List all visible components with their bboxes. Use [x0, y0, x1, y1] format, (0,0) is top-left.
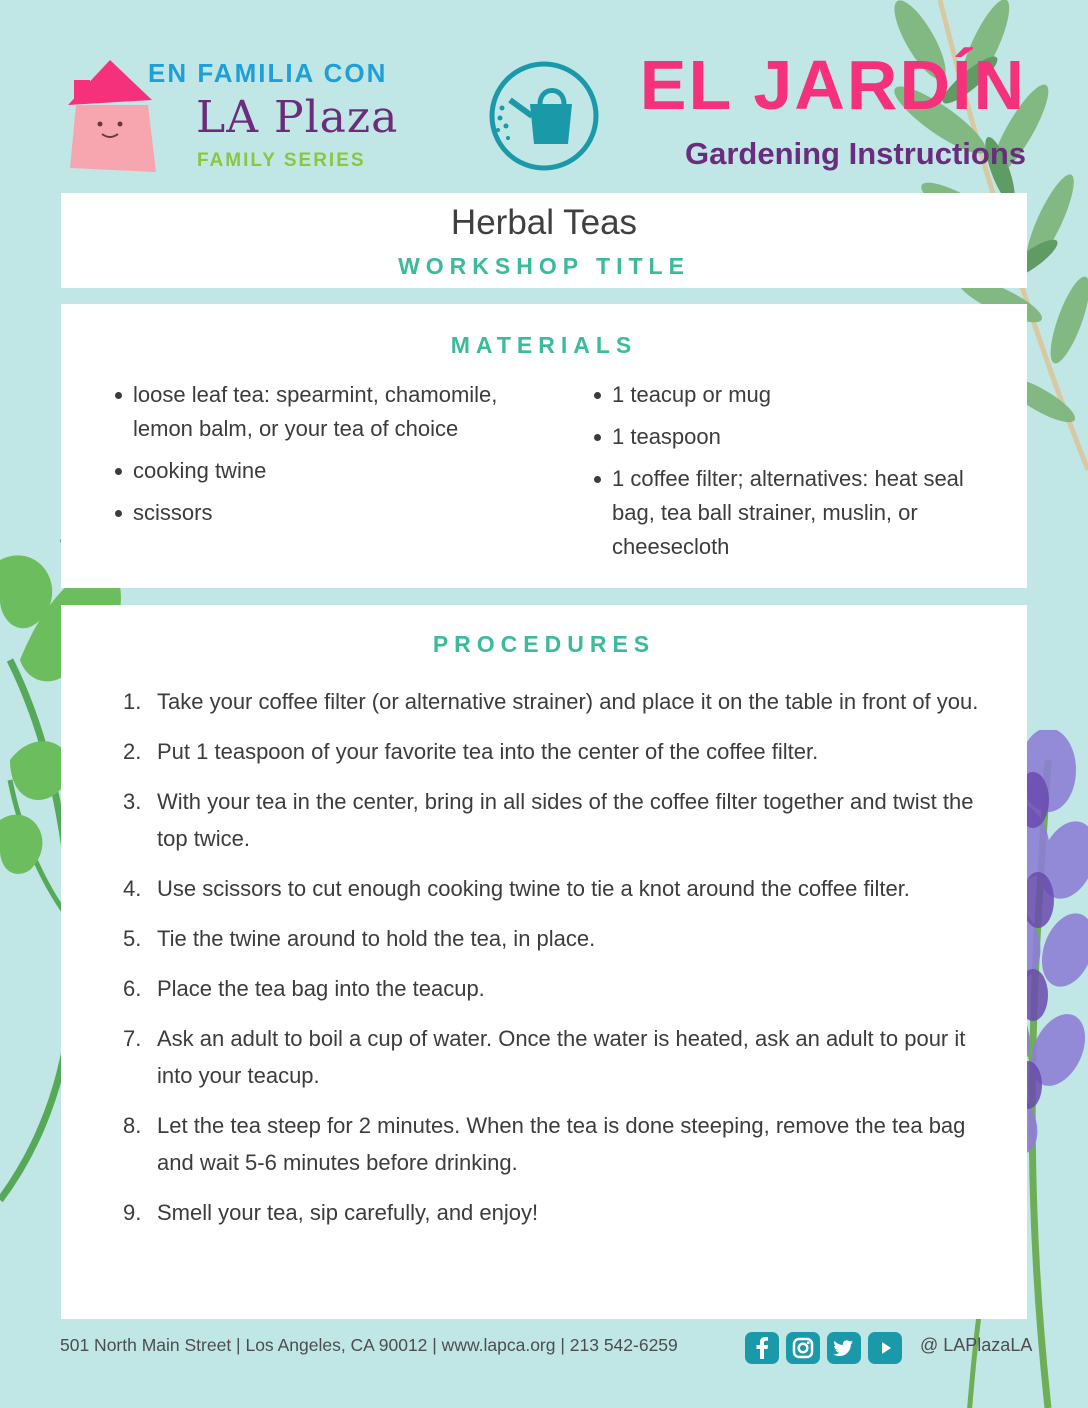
- procedure-step: 2. Put 1 teaspoon of your favorite tea into the center of the coffee filter.: [123, 739, 819, 764]
- family-series-label: FAMILY SERIES: [197, 150, 366, 171]
- procedure-step: 8. Let the tea steep for 2 minutes. When the tea is done steeping, remove the tea bag and wait 5-6 minutes before drinking.: [123, 1113, 966, 1175]
- list-item: 1 teacup or mug: [592, 378, 1012, 412]
- watering-can-icon: [488, 60, 600, 172]
- list-item: scissors: [113, 496, 543, 530]
- list-item: 1 teaspoon: [592, 420, 1012, 454]
- page-title: EL JARDÍN: [639, 46, 1026, 124]
- procedure-step: 3. With your tea in the center, bring in all sides of the coffee filter together and twist the top twice.: [123, 789, 974, 851]
- procedure-step: 1. Take your coffee filter (or alternative strainer) and place it on the table in front of you.: [123, 689, 979, 714]
- materials-list-left: [113, 378, 543, 538]
- workshop-name: Herbal Teas: [450, 203, 638, 242]
- procedure-step: 4. Use scissors to cut enough cooking twine to tie a knot around the coffee filter.: [123, 876, 910, 901]
- page-subtitle: Gardening Instructions: [684, 136, 1026, 171]
- workshop-title-card: [61, 193, 1027, 288]
- instagram-icon[interactable]: [786, 1332, 820, 1364]
- footer-social-handle: @ LAPlazaLA: [920, 1335, 1033, 1355]
- facebook-icon[interactable]: [745, 1332, 779, 1364]
- la-plaza-logo-text: LA Plaza: [196, 92, 399, 143]
- footer-address: 501 North Main Street | Los Angeles, CA 90012 | www.lapca.org | 213 542-6259: [60, 1335, 678, 1355]
- procedure-step: 7. Ask an adult to boil a cup of water. Once the water is heated, ask an adult to pour it into your teacup.: [123, 1026, 966, 1088]
- materials-heading: MATERIALS: [450, 332, 638, 358]
- workshop-title-label: WORKSHOP TITLE: [398, 253, 690, 279]
- procedure-step: 6. Place the tea bag into the teacup.: [123, 976, 485, 1001]
- list-item: cooking twine: [113, 454, 543, 488]
- procedure-step: 9. Smell your tea, sip carefully, and enjoy!: [123, 1200, 539, 1225]
- procedures-list: [123, 683, 983, 1244]
- list-item: 1 coffee filter; alternatives: heat seal bag, tea ball strainer, muslin, or cheesecloth: [592, 462, 1012, 564]
- house-character-logo: [68, 60, 160, 175]
- procedures-heading: PROCEDURES: [432, 631, 656, 657]
- youtube-icon[interactable]: [868, 1332, 902, 1364]
- brand-tagline: EN FAMILIA CON: [148, 58, 388, 88]
- twitter-icon[interactable]: [827, 1332, 861, 1364]
- procedure-step: 5. Tie the twine around to hold the tea, in place.: [123, 926, 596, 951]
- materials-list-right: [592, 378, 1012, 572]
- list-item: loose leaf tea: spearmint, chamomile, lemon balm, or your tea of choice: [113, 378, 543, 446]
- procedures-card: [61, 605, 1027, 1319]
- materials-card: [61, 304, 1027, 588]
